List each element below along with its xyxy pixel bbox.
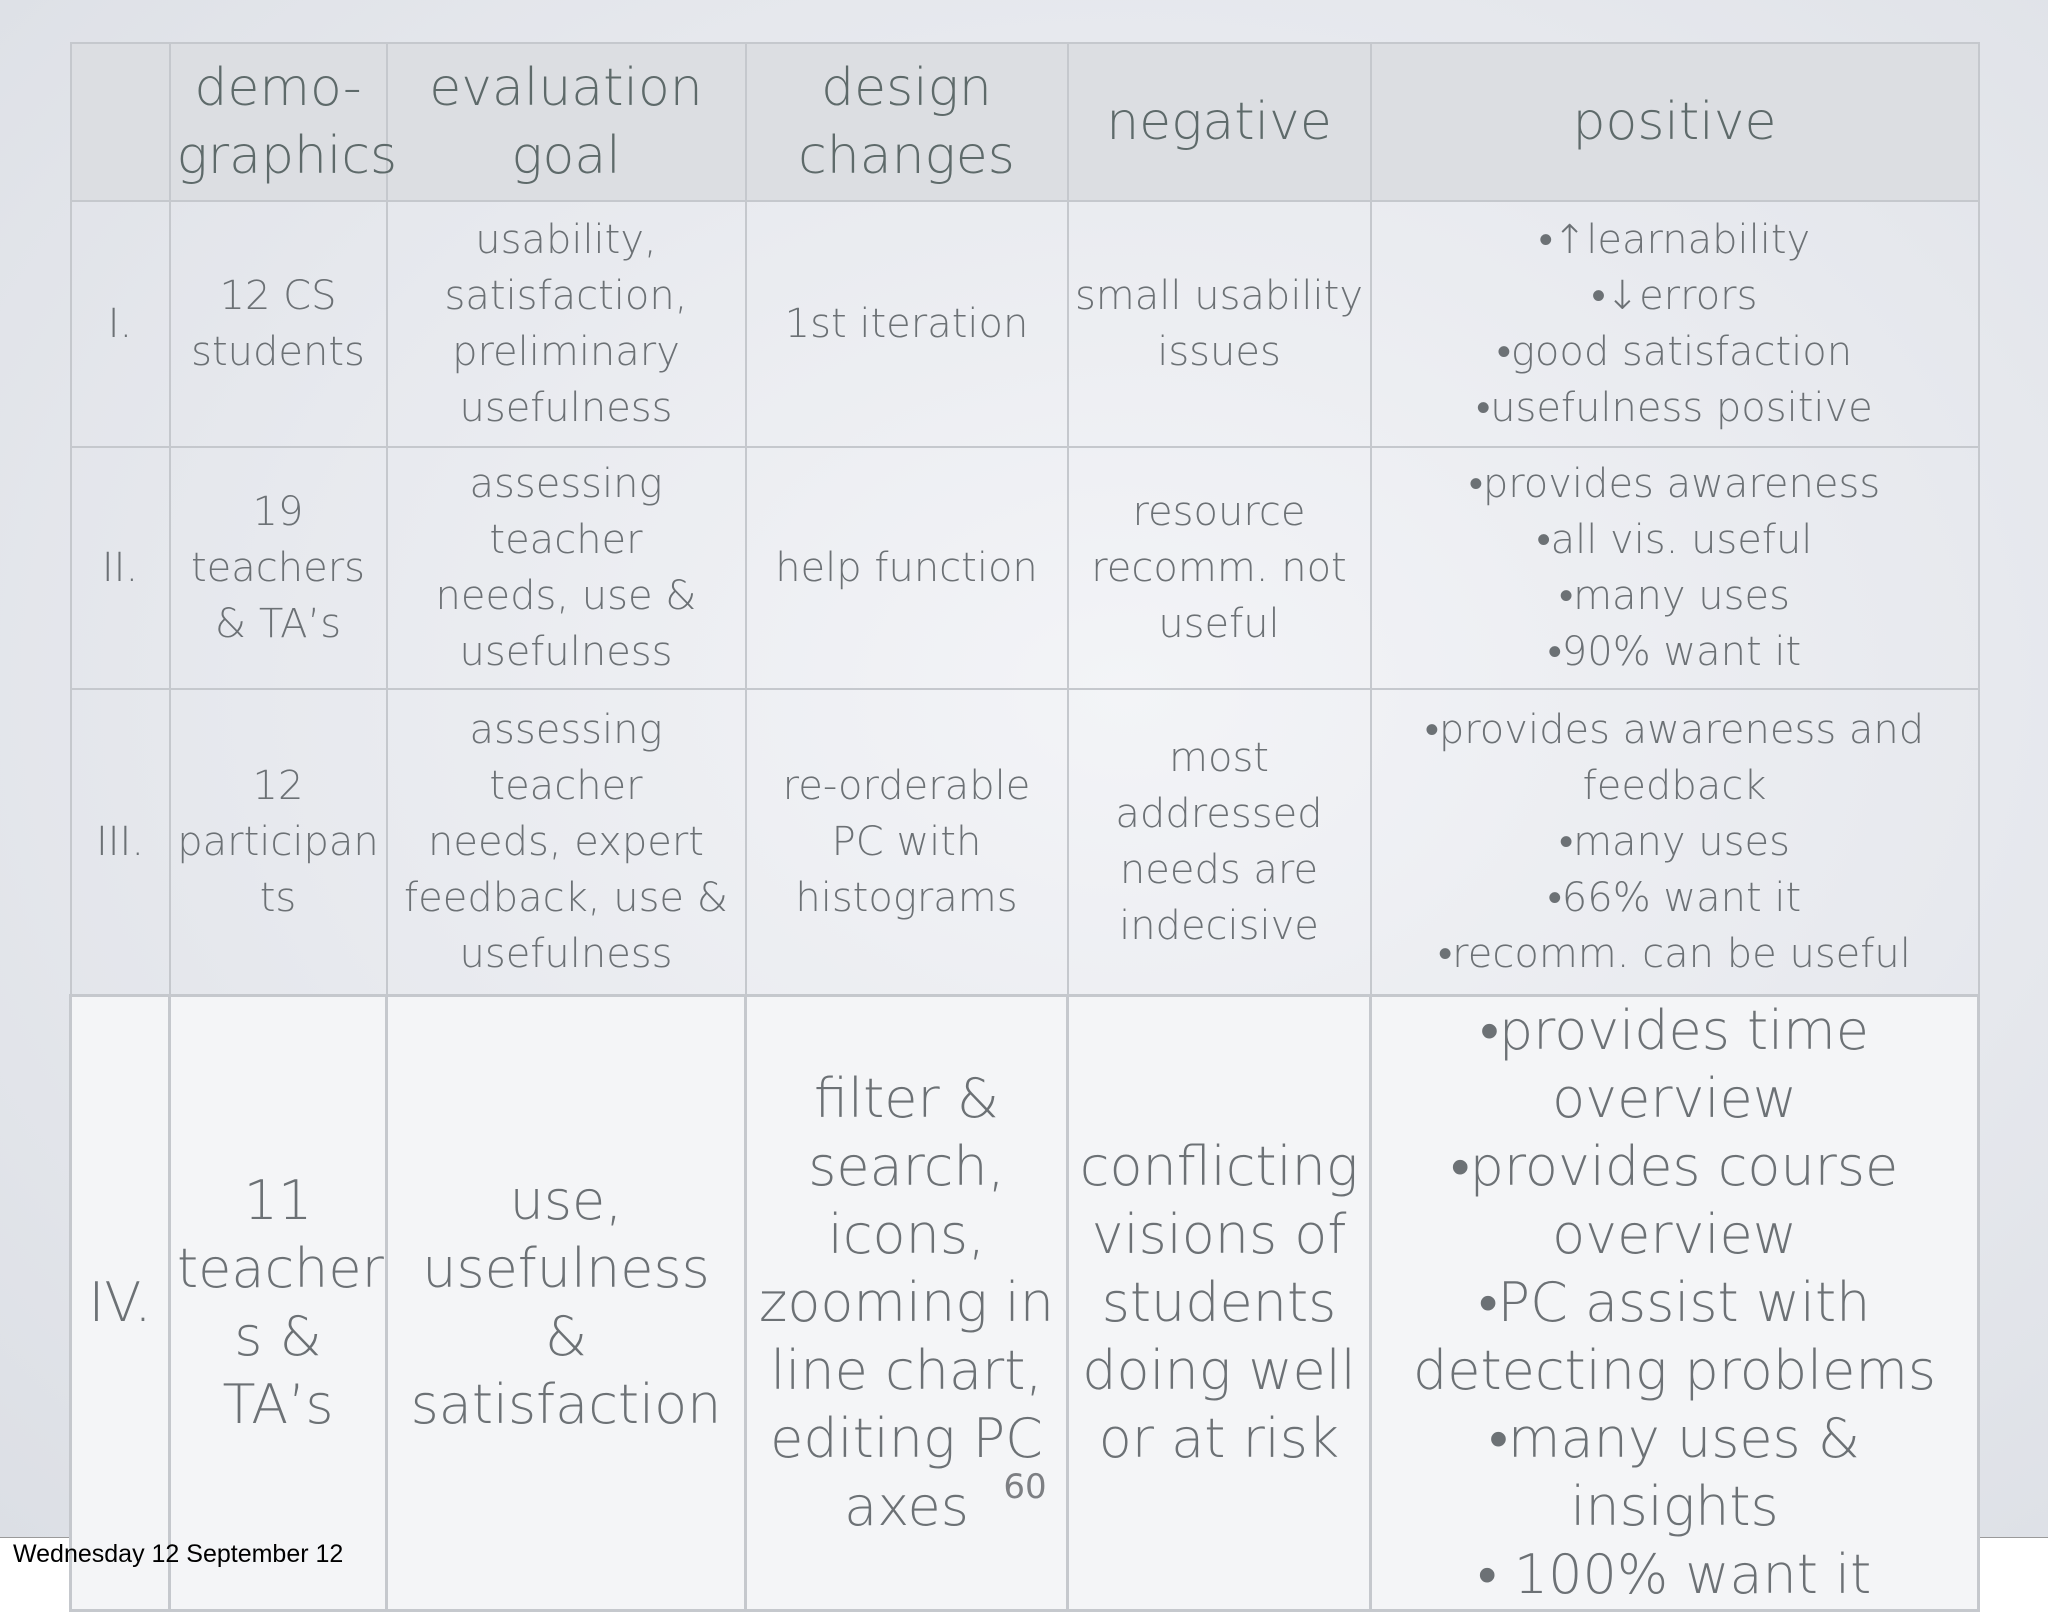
- positive-cell: [1371, 201, 1979, 447]
- positive-item: •PC assist with detecting problems: [1412, 1270, 1937, 1402]
- row-number: III.: [71, 689, 170, 995]
- goal-cell: use, usefulness & satisfaction: [387, 995, 746, 1610]
- changes-cell: filter & search, icons, zooming in line chart, editing PC axes: [746, 995, 1068, 1610]
- positive-item: •good satisfaction: [1496, 329, 1853, 375]
- header-design-changes: design changes: [746, 43, 1068, 201]
- header-positive: positive: [1371, 43, 1979, 201]
- demographics-cell: 12 CS students: [170, 201, 387, 447]
- changes-cell: help function: [746, 447, 1068, 689]
- positive-item: •all vis. useful: [1536, 517, 1813, 563]
- demographics-cell: 19 teachers & TA’s: [170, 447, 387, 689]
- header-row: [71, 43, 1979, 201]
- negative-cell: conflicting visions of students doing well or at risk: [1068, 995, 1371, 1610]
- positive-cell: [1371, 447, 1979, 689]
- row-number: II.: [71, 447, 170, 689]
- positive-cell: [1371, 995, 1979, 1610]
- goal-cell: assessing teacher needs, expert feedback, use & usefulness: [387, 689, 746, 995]
- positive-item: •provides time overview: [1480, 998, 1869, 1130]
- goal-cell: usability, satisfaction, preliminary usefulness: [387, 201, 746, 447]
- goal-cell: assessing teacher needs, use & usefulness: [387, 447, 746, 689]
- table-row: [71, 201, 1979, 447]
- footer-date: Wednesday 12 September 12: [13, 1540, 344, 1568]
- positive-item: •provides course overview: [1450, 1134, 1899, 1266]
- header-evaluation-goal: evaluation goal: [387, 43, 746, 201]
- row-number: I.: [71, 201, 170, 447]
- positive-item: •provides awareness: [1468, 461, 1881, 507]
- row-number: IV.: [71, 995, 170, 1610]
- demographics-cell: 11 teacher s & TA’s: [170, 995, 387, 1610]
- negative-cell: resource recomm. not useful: [1068, 447, 1371, 689]
- positive-item: •90% want it: [1547, 629, 1802, 675]
- positive-cell: [1371, 689, 1979, 995]
- positive-item: • 100% want it: [1477, 1542, 1872, 1606]
- demographics-cell: 12 participan ts: [170, 689, 387, 995]
- negative-cell: small usability issues: [1068, 201, 1371, 447]
- changes-cell: 1st iteration: [746, 201, 1068, 447]
- positive-item: •↓errors: [1591, 273, 1758, 319]
- positive-item: •usefulness positive: [1476, 385, 1873, 431]
- header-demographics: demo- graphics: [170, 43, 387, 201]
- positive-item: •many uses: [1559, 573, 1790, 619]
- positive-item: •66% want it: [1547, 874, 1802, 921]
- header-empty: [71, 43, 170, 201]
- page-number: 60: [1003, 1467, 1047, 1507]
- positive-item: •recomm. can be useful: [1438, 930, 1911, 977]
- changes-cell: re-orderable PC with histograms: [746, 689, 1068, 995]
- table-row: [71, 447, 1979, 689]
- positive-item: •many uses: [1559, 818, 1790, 865]
- table-row: [71, 689, 1979, 995]
- table-row-highlighted: [71, 995, 1979, 1610]
- positive-item: •provides awareness and feedback: [1424, 706, 1925, 809]
- positive-item: •↑learnability: [1538, 217, 1811, 263]
- positive-item: •many uses & insights: [1489, 1406, 1860, 1538]
- header-negative: negative: [1068, 43, 1371, 201]
- negative-cell: most addressed needs are indecisive: [1068, 689, 1371, 995]
- evaluation-table: [69, 42, 1980, 1612]
